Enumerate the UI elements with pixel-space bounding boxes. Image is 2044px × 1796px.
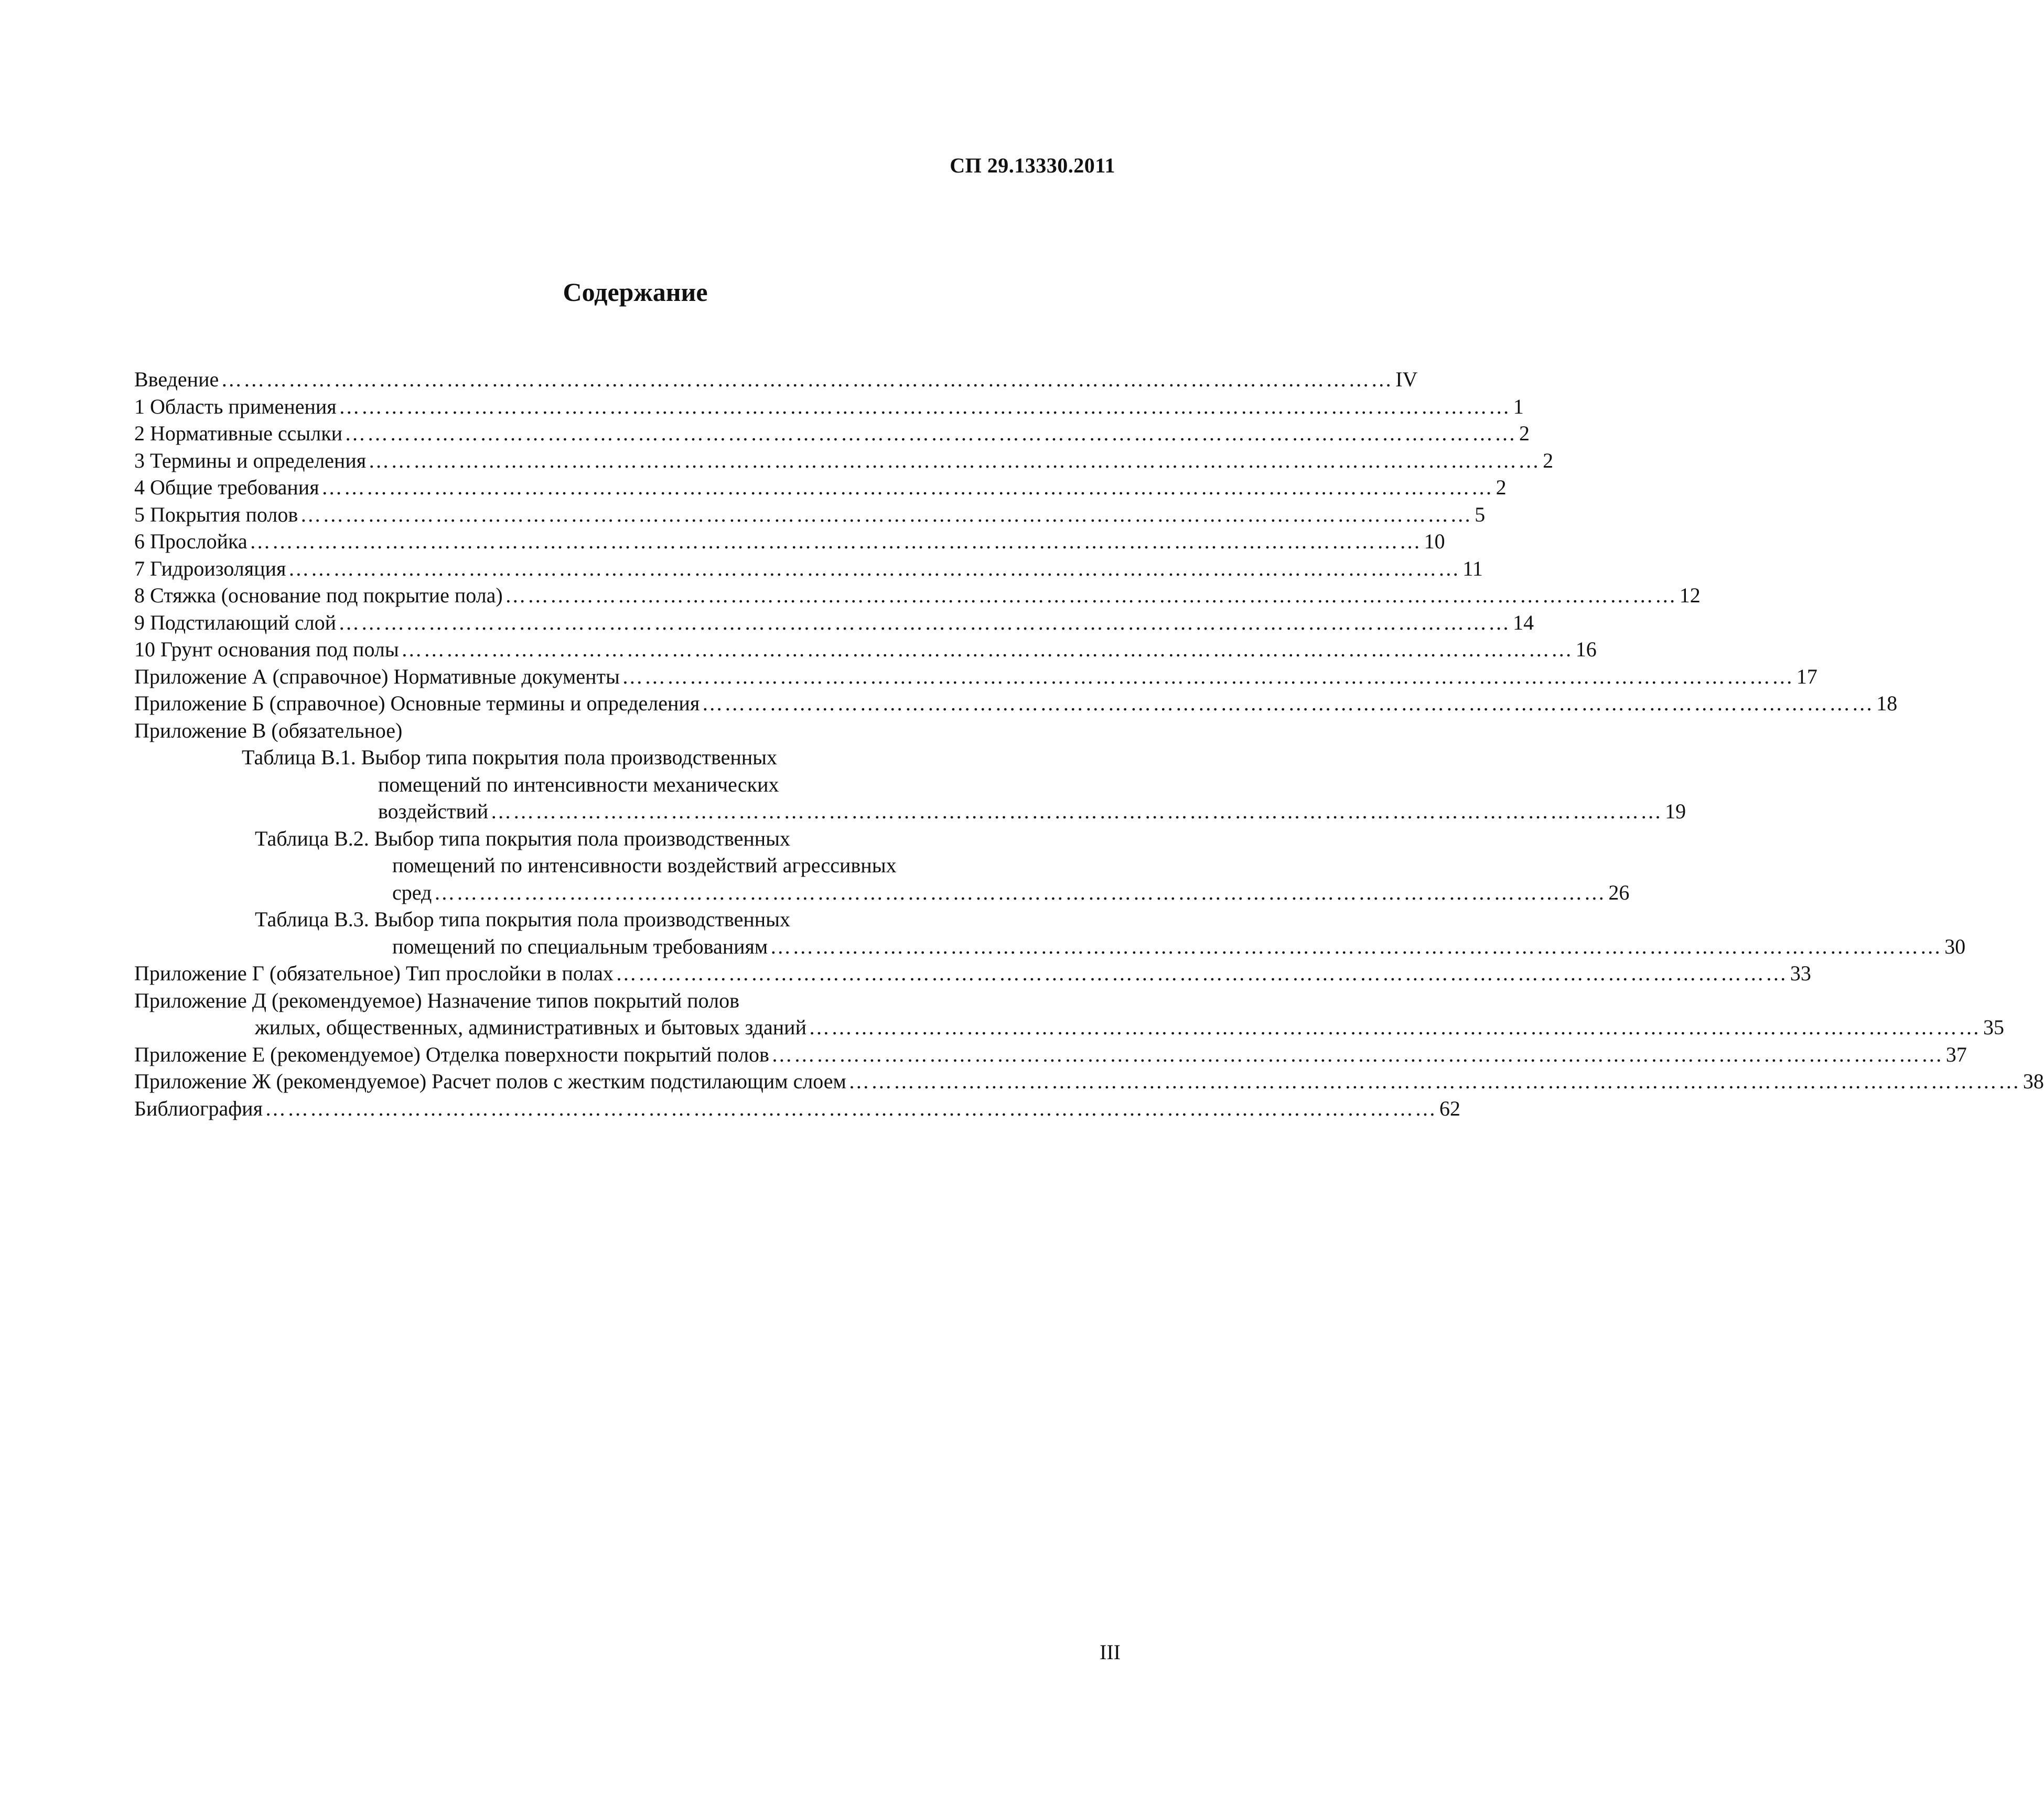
- toc-entry-table-v3-line2[interactable]: помещений по специальным требованиям ………………………………………………………………………………………………………………………………………… 30: [392, 934, 1966, 958]
- table-of-contents: [134, 366, 2044, 1122]
- toc-entry-table-v1-line1[interactable]: Таблица В.1. Выбор типа покрытия пола производственных: [242, 745, 778, 769]
- toc-entry-appendix-d-line2[interactable]: жилых, общественных, административных и бытовых зданий ………………………………………………………………………………………………………………………………………… 35: [255, 1015, 2004, 1039]
- toc-entry-appendix-d-line1[interactable]: Приложение Д (рекомендуемое) Назначение типов покрытий полов: [134, 988, 739, 1012]
- toc-entry-appendix-g[interactable]: Приложение Г (обязательное) Тип прослойки в полах ………………………………………………………………………………………………………………………………………… 33: [134, 961, 1811, 985]
- toc-entry-scope[interactable]: 1 Область применения ………………………………………………………………………………………………………………………………………… 1: [134, 394, 1524, 418]
- toc-entry-underlayer[interactable]: 9 Подстилающий слой ………………………………………………………………………………………………………………………………………… 14: [134, 610, 1534, 634]
- toc-entry-normative-references[interactable]: 2 Нормативные ссылки ………………………………………………………………………………………………………………………………………… 2: [134, 421, 1530, 445]
- toc-entry-floor-coverings[interactable]: 5 Покрытия полов ………………………………………………………………………………………………………………………………………… 5: [134, 502, 1486, 526]
- toc-entry-appendix-v[interactable]: Приложение В (обязательное): [134, 718, 403, 742]
- toc-entry-appendix-zh[interactable]: Приложение Ж (рекомендуемое) Расчет полов с жестким подстилающим слоем ………………………………………………………………………………………………………………………………………… 38: [134, 1069, 2044, 1093]
- toc-entry-screed[interactable]: 8 Стяжка (основание под покрытие пола) ………………………………………………………………………………………………………………………………………… 12: [134, 583, 1701, 607]
- toc-entry-general-requirements[interactable]: 4 Общие требования ………………………………………………………………………………………………………………………………………… 2: [134, 475, 1507, 499]
- toc-entry-appendix-a[interactable]: Приложение А (справочное) Нормативные документы ………………………………………………………………………………………………………………………………………… 17: [134, 664, 1817, 688]
- toc-entry-table-v2-line1[interactable]: Таблица В.2. Выбор типа покрытия пола производственных: [255, 826, 791, 850]
- toc-entry-terms[interactable]: 3 Термины и определения ………………………………………………………………………………………………………………………………………… 2: [134, 448, 1554, 472]
- page-title: Содержание: [563, 277, 708, 307]
- toc-entry-appendix-b[interactable]: Приложение Б (справочное) Основные термины и определения ………………………………………………………………………………………………………………………………………… 18: [134, 691, 1898, 715]
- toc-entry-subgrade-soil[interactable]: 10 Грунт основания под полы ………………………………………………………………………………………………………………………………………… 16: [134, 637, 1597, 661]
- document-code: СП 29.13330.2011: [950, 154, 1115, 177]
- toc-entry-table-v2-line3[interactable]: сред ………………………………………………………………………………………………………………………………………… 26: [392, 880, 1630, 904]
- toc-entry-table-v2-line2: помещений по интенсивности воздействий агрессивных: [392, 853, 897, 877]
- toc-entry-table-v3-line1[interactable]: Таблица В.3. Выбор типа покрытия пола производственных: [255, 907, 791, 931]
- toc-entry-table-v1-line2: помещений по интенсивности механических: [378, 772, 779, 796]
- toc-entry-interlayer[interactable]: 6 Прослойка ………………………………………………………………………………………………………………………………………… 10: [134, 529, 1445, 553]
- toc-entry-waterproofing[interactable]: 7 Гидроизоляция ………………………………………………………………………………………………………………………………………… 11: [134, 556, 1483, 580]
- toc-entry-table-v1-line3[interactable]: воздействий ………………………………………………………………………………………………………………………………………… 19: [378, 799, 1686, 823]
- toc-entry-bibliography[interactable]: Библиография ………………………………………………………………………………………………………………………………………… 62: [134, 1096, 1460, 1120]
- toc-entry-intro[interactable]: Введение ………………………………………………………………………………………………………………………………………… IV: [134, 367, 1418, 391]
- toc-entry-appendix-e[interactable]: Приложение Е (рекомендуемое) Отделка поверхности покрытий полов ………………………………………………………………………………………………………………………………………… 37: [134, 1042, 1967, 1066]
- page-number: III: [1100, 1640, 1121, 1664]
